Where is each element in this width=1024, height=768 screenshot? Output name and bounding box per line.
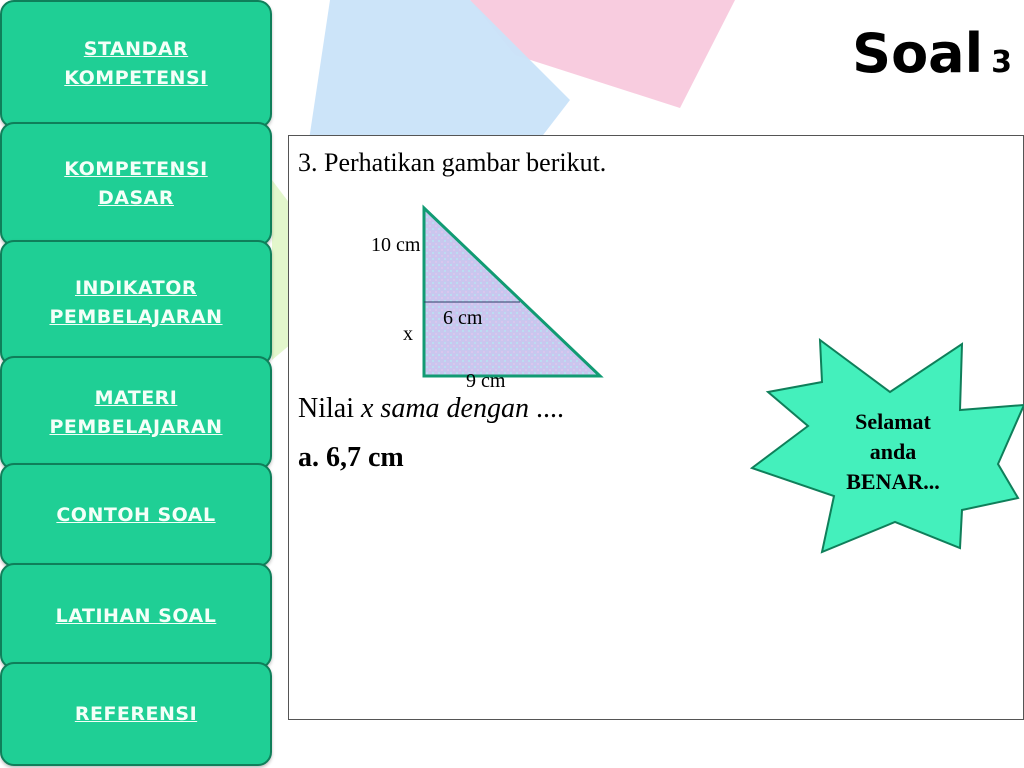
title-text: Soal <box>852 22 984 85</box>
selected-answer: a. 6,7 cm <box>298 442 404 473</box>
label-10cm: 10 cm <box>371 234 421 256</box>
label-9cm: 9 cm <box>466 370 506 392</box>
nav-label: CONTOH SOAL <box>56 503 216 526</box>
nav-label: STANDAR KOMPETENSI <box>64 38 208 89</box>
nav-label: INDIKATOR PEMBELAJARAN <box>49 277 223 328</box>
nav-label: REFERENSI <box>74 702 198 725</box>
feedback-line1: Selamat <box>855 409 931 434</box>
feedback-line3: BENAR... <box>846 469 940 494</box>
prompt-suffix: .... <box>528 393 564 424</box>
title-number: 3 <box>991 45 1012 80</box>
label-x: x <box>403 323 413 345</box>
nav-label: LATIHAN SOAL <box>55 604 217 627</box>
prompt-prefix: Nilai <box>298 393 361 424</box>
feedback-line2: anda <box>869 439 917 464</box>
label-6cm: 6 cm <box>443 307 483 329</box>
feedback-message <box>820 407 966 497</box>
nav-label: KOMPETENSI DASAR <box>64 158 208 209</box>
nav-label: MATERI PEMBELAJARAN <box>49 387 223 438</box>
question-intro: 3. Perhatikan gambar berikut. <box>298 148 607 177</box>
prompt-italic: x sama dengan <box>361 393 529 424</box>
